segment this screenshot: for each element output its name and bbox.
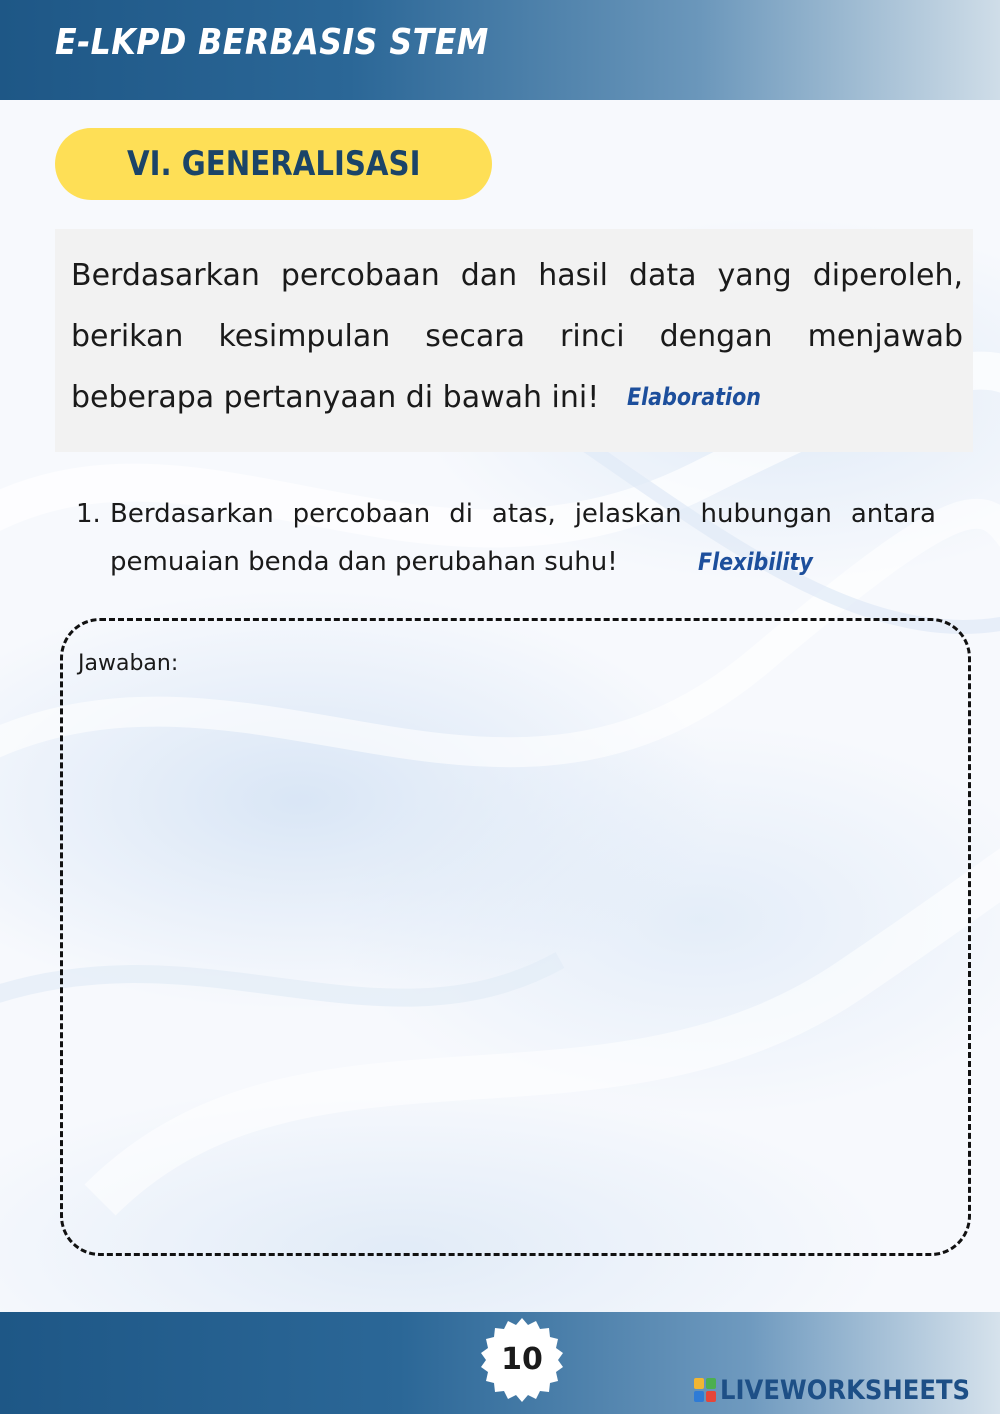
question-item	[76, 490, 936, 586]
answer-label: Jawaban:	[78, 651, 179, 676]
page-number-badge	[478, 1316, 566, 1404]
question-paragraph	[110, 490, 936, 586]
header-bar	[0, 0, 1000, 100]
header-title: E-LKPD BERBASIS STEM	[55, 22, 489, 63]
intro-box	[55, 229, 973, 452]
section-title-pill	[55, 128, 492, 200]
page-number: 10	[501, 1342, 543, 1377]
elaboration-tag: Elaboration	[627, 383, 762, 411]
brand-name: LIVEWORKSHEETS	[720, 1374, 971, 1406]
question-number: 1.	[76, 499, 101, 529]
brand-logo	[694, 1372, 998, 1408]
question-text: Berdasarkan percobaan di atas, jelaskan hubungan antara pemuaian benda dan perubahan suhu!	[110, 499, 936, 577]
answer-box	[60, 618, 971, 1256]
intro-text: Berdasarkan percobaan dan hasil data yang diperoleh, berikan kesimpulan secara rinci dengan menjawab beberapa pertanyaan di bawah ini!	[71, 258, 963, 415]
answer-input[interactable]	[78, 689, 952, 1233]
liveworksheets-logo-icon	[694, 1378, 716, 1402]
section-title: VI. GENERALISASI	[127, 144, 421, 184]
flexibility-tag: Flexibility	[697, 548, 813, 576]
intro-paragraph	[71, 245, 963, 428]
